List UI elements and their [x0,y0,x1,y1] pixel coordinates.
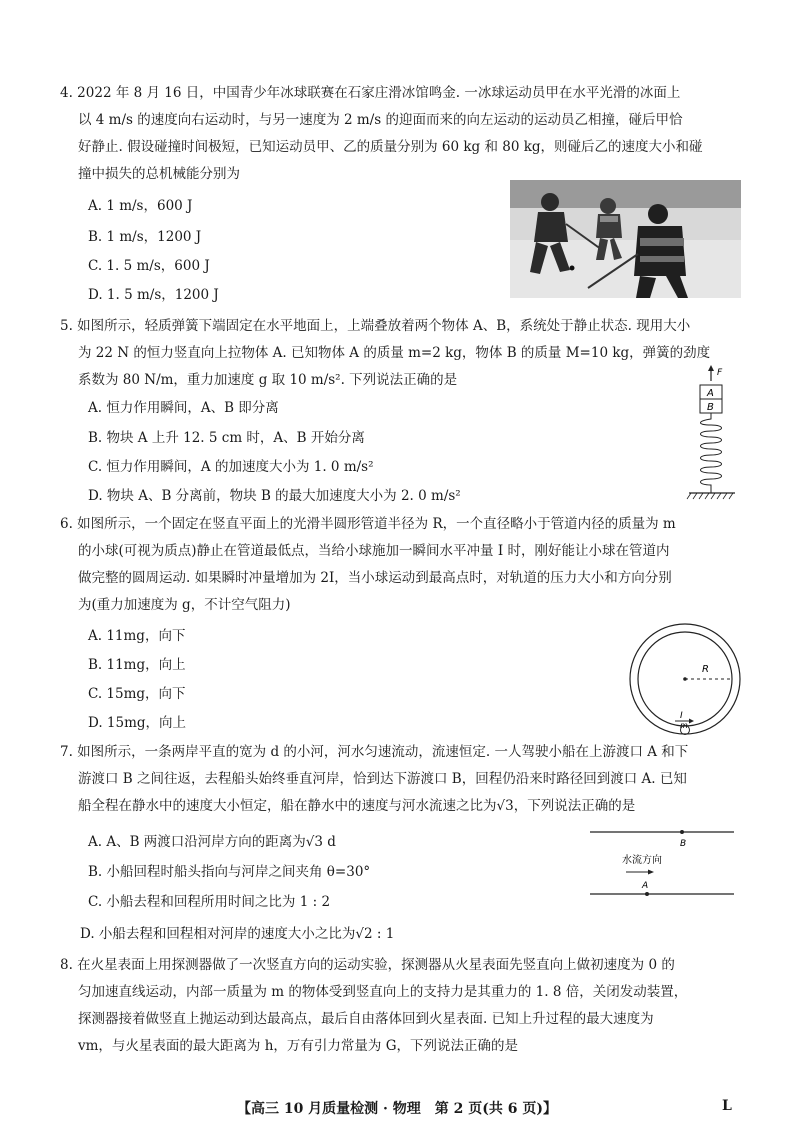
q4-option-d: D. 1. 5 m/s，1200 J [88,287,219,303]
q5-option-b: B. 物块 A 上升 12. 5 cm 时，A、B 开始分离 [88,430,365,446]
question-7-stem [60,739,740,820]
q6-line-1: 6. 如图所示，一个固定在竖直平面上的光滑半圆形管道半径为 R，一个直径略小于管道内径的质量为 m [60,516,676,532]
flow-direction-label: 水流方向 [622,855,662,866]
q8-line-2: 匀加速直线运动，内部一质量为 m 的物体受到竖直向上的支持力是其重力的 1. 8 倍，关闭发动装置， [78,984,688,1000]
q6-option-b: B. 11mg，向上 [88,657,186,673]
q6-line-3: 做完整的圆周运动. 如果瞬时冲量增加为 2I，当小球运动到最高点时，对轨道的压力大小和方向分别 [78,570,672,586]
q7-line-1: 7. 如图所示，一条两岸平直的宽为 d 的小河，河水匀速流动，流速恒定. 一人驾驶小船在上游渡口 A 和下 [60,744,689,760]
q4-line-4: 撞中损失的总机械能分别为 [78,166,240,182]
question-4-stem [60,80,740,188]
question-8-stem [60,952,740,1060]
q8-line-1: 8. 在火星表面上用探测器做了一次竖直方向的运动实验，探测器从火星表面先竖直向上做初速度为 0 的 [60,957,675,973]
q5-line-3: 系数为 80 N/m，重力加速度 g 取 10 m/s². 下列说法正确的是 [78,372,458,388]
mass-label: m [680,721,688,730]
impulse-label: I [680,711,683,721]
q5-option-a: A. 恒力作用瞬间，A、B 即分离 [88,400,279,416]
q5-line-2: 为 22 N 的恒力竖直向上拉物体 A. 已知物体 A 的质量 m=2 kg，物体 B 的质量 M=10 kg，弹簧的劲度 [78,345,711,361]
q7-option-d: D. 小船去程和回程相对河岸的速度大小之比为√2 : 1 [80,926,395,942]
q4-line-3: 好静止. 假设碰撞时间极短，已知运动员甲、乙的质量分别为 60 kg 和 80 kg，则碰后乙的速度大小和碰 [78,139,703,155]
q7-line-3: 船全程在静水中的速度大小恒定，船在静水中的速度与河水流速之比为√3，下列说法正确的是 [78,798,636,814]
q8-line-3: 探测器接着做竖直上抛运动到达最高点，最后自由落体回到火星表面. 已知上升过程的最大速度为 [78,1011,654,1027]
block-b-label: B [707,402,714,413]
radius-label: R [702,664,709,675]
q4-line-2: 以 4 m/s 的速度向右运动时，与另一速度为 2 m/s 的迎面而来的向左运动的运动员乙相撞，碰后甲恰 [78,112,683,128]
q7-option-b: B. 小船回程时船头指向与河岸之间夹角 θ=30° [88,864,371,880]
footer-version-letter: L [722,1098,732,1114]
river-figure [590,826,736,902]
q6-option-c: C. 15mg，向下 [88,686,186,702]
q8-line-4: vm，与火星表面的最大距离为 h，万有引力常量为 G，下列说法正确的是 [78,1038,518,1054]
q4-option-a: A. 1 m/s，600 J [88,198,193,214]
spring-figure [683,365,743,507]
q7-option-c: C. 小船去程和回程所用时间之比为 1 : 2 [88,894,331,910]
point-a-label: A [642,881,649,891]
q7-line-2: 游渡口 B 之间往返，去程船头始终垂直河岸，恰到达下游渡口 B，回程仍沿来时路径回到渡口 A. 已知 [78,771,687,787]
circular-pipe-figure [628,622,742,736]
q5-option-c: C. 恒力作用瞬间，A 的加速度大小为 1. 0 m/s² [88,459,374,475]
q4-option-c: C. 1. 5 m/s，600 J [88,258,210,274]
q6-line-4: 为(重力加速度为 g，不计空气阻力) [78,597,291,613]
q4-option-b: B. 1 m/s，1200 J [88,229,202,245]
footer-page-info: 【高三 10 月质量检测 · 物理 第 2 页(共 6 页)】 [236,1101,558,1117]
question-5-stem [60,313,740,394]
question-6-stem [60,511,740,619]
q6-option-a: A. 11mg，向下 [88,628,186,644]
force-label: F [717,368,723,378]
point-b-label: B [680,839,687,849]
q4-line-1: 4. 2022 年 8 月 16 日，中国青少年冰球联赛在石家庄滑冰馆鸣金. 一冰球运动员甲在水平光滑的冰面上 [60,85,681,101]
q6-option-d: D. 15mg，向上 [88,715,187,731]
q7-option-a: A. A、B 两渡口沿河岸方向的距离为√3 d [88,834,336,850]
q5-line-1: 5. 如图所示，轻质弹簧下端固定在水平地面上，上端叠放着两个物体 A、B，系统处于静止状态. 现用大小 [60,318,691,334]
ice-hockey-photo [510,180,741,298]
block-a-label: A [707,388,714,399]
q5-option-d: D. 物块 A、B 分离前，物块 B 的最大加速度大小为 2. 0 m/s² [88,488,461,504]
q6-line-2: 的小球(可视为质点)静止在管道最低点，当给小球施加一瞬间水平冲量 I 时，刚好能让小球在管道内 [78,543,670,559]
